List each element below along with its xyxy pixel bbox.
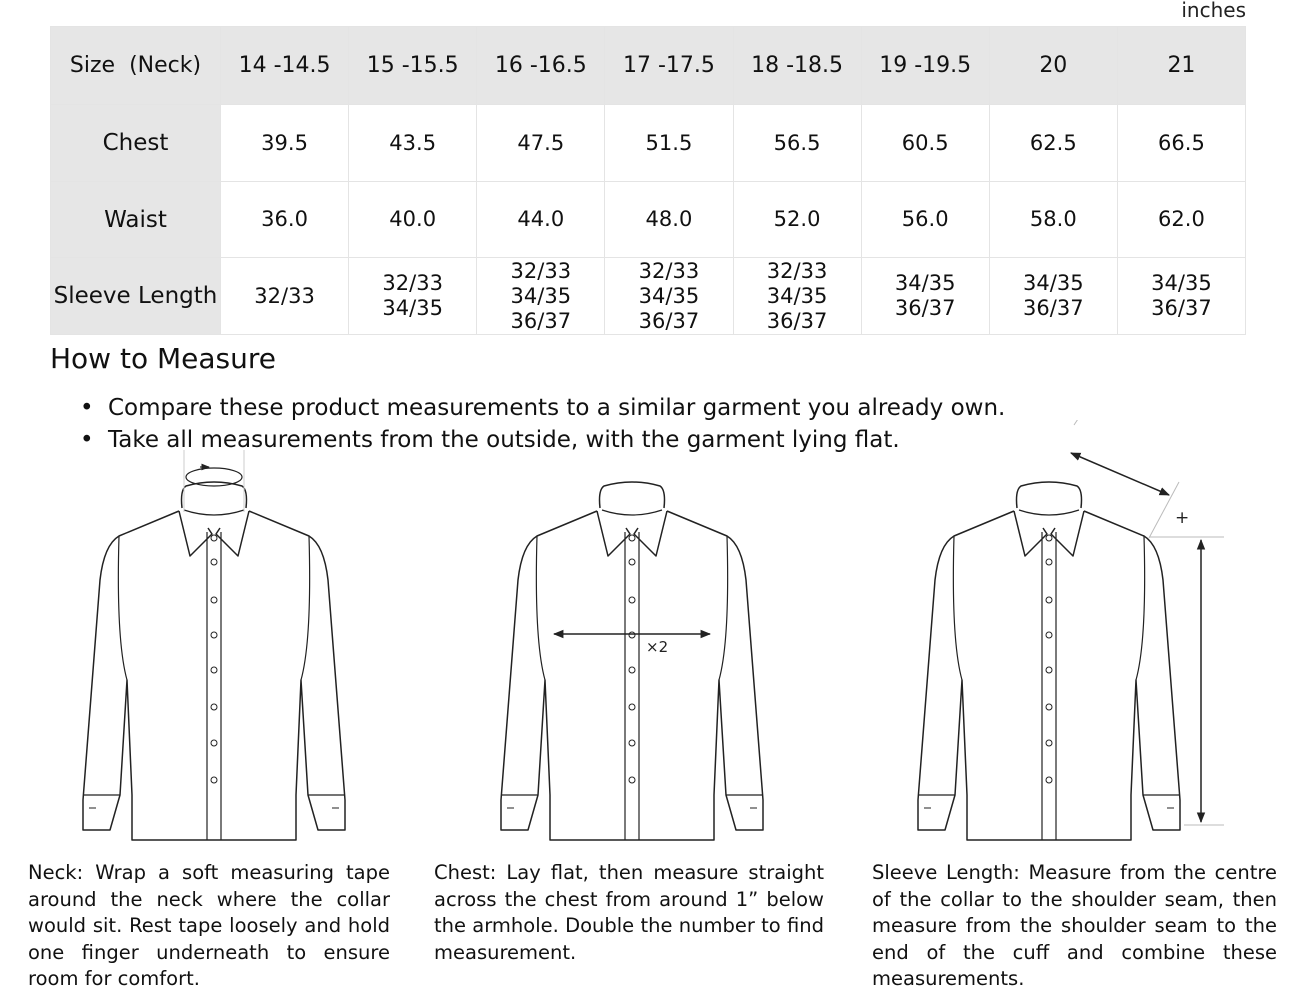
table-cell <box>989 258 1117 335</box>
table-row <box>51 105 1246 182</box>
chest-shirt-illustration <box>501 482 763 840</box>
cell-value: 60.5 <box>901 130 949 155</box>
cell-value: 34/35 <box>382 296 443 320</box>
table-cell <box>733 182 861 258</box>
table-cell <box>349 258 477 335</box>
size-header-cell: 16 -16.5 <box>477 27 605 105</box>
cell-value: 32/33 <box>510 258 572 283</box>
chest-multiplier-label: ×2 <box>646 638 669 656</box>
cell-value: 56.5 <box>773 130 821 155</box>
shirt-diagrams <box>0 420 1300 860</box>
cell-value: 36/37 <box>894 296 956 320</box>
cell-value: 36/37 <box>766 308 828 333</box>
row-label: Chest <box>51 105 221 182</box>
cell-value: 34/35 <box>894 271 956 295</box>
cell-value: 39.5 <box>261 130 308 155</box>
size-header-cell: 18 -18.5 <box>733 27 861 105</box>
row-label: Waist <box>51 182 221 258</box>
table-cell <box>1117 105 1245 182</box>
table-cell <box>349 182 477 258</box>
table-cell <box>989 105 1117 182</box>
chest-instructions: Chest: Lay flat, then measure straight across the chest from around 1” below the armhole. Double the number to find measurement. <box>434 861 824 964</box>
table-cell <box>477 258 605 335</box>
cell-value: 32/33 <box>254 283 315 308</box>
cell-value: 36/37 <box>510 308 572 333</box>
units-label: inches <box>1181 0 1246 22</box>
table-cell <box>221 105 349 182</box>
table-cell <box>1117 182 1245 258</box>
bullet-icon: • <box>80 427 94 453</box>
cell-value: 34/35 <box>638 283 700 308</box>
size-header-cell: 14 -14.5 <box>221 27 349 105</box>
table-cell <box>477 105 605 182</box>
cell-value: 32/33 <box>382 271 443 295</box>
table-cell <box>477 182 605 258</box>
table-cell <box>349 105 477 182</box>
cell-value: 32/33 <box>638 258 700 283</box>
size-header-cell: 17 -17.5 <box>605 27 733 105</box>
table-cell <box>861 182 989 258</box>
table-cell <box>989 182 1117 258</box>
cell-value: 34/35 <box>766 283 828 308</box>
cell-value: 52.0 <box>773 207 821 231</box>
table-cell <box>605 105 733 182</box>
table-cell <box>861 258 989 335</box>
table-row <box>51 182 1246 258</box>
cell-value: 51.5 <box>645 130 693 155</box>
cell-value: 43.5 <box>389 130 437 155</box>
cell-value: 56.0 <box>901 207 949 231</box>
size-header-cell: 20 <box>989 27 1117 105</box>
size-header-cell: 15 -15.5 <box>349 27 477 105</box>
table-cell <box>605 182 733 258</box>
table-header-row <box>51 27 1246 105</box>
tip-text: Take all measurements from the outside, with the garment lying flat. <box>108 427 900 453</box>
neck-instructions: Neck: Wrap a soft measuring tape around the neck where the collar would sit. Rest tape loosely and hold one finger underneath to ensure room for comfort. <box>28 861 390 990</box>
neck-shirt-illustration <box>83 450 345 840</box>
cell-value: 58.0 <box>1029 207 1077 231</box>
sleeve-shirt-illustration <box>918 420 1224 840</box>
tip-text: Compare these product measurements to a similar garment you already own. <box>108 395 1006 421</box>
cell-value: 34/35 <box>510 283 572 308</box>
cell-value: 62.0 <box>1158 207 1205 231</box>
row-label: Sleeve Length <box>51 258 221 335</box>
table-cell <box>861 105 989 182</box>
sleeve-instructions: Sleeve Length: Measure from the centre of the collar to the shoulder seam, then measure from the shoulder seam to the end of the cuff and combine these measurements. <box>872 861 1277 990</box>
size-header-cell: 19 -19.5 <box>861 27 989 105</box>
size-header-cell: 21 <box>1117 27 1245 105</box>
cell-value: 36/37 <box>1151 296 1212 320</box>
cell-value: 47.5 <box>517 130 565 155</box>
table-cell <box>733 105 861 182</box>
cell-value: 36/37 <box>638 308 700 333</box>
section-title: How to Measure <box>50 342 276 375</box>
sleeve-plus-label: + <box>1175 508 1190 528</box>
size-header-label: Size (Neck) <box>51 27 221 105</box>
table-cell <box>1117 258 1245 335</box>
size-chart-table <box>50 26 1246 335</box>
cell-value: 66.5 <box>1158 130 1205 155</box>
table-cell <box>733 258 861 335</box>
cell-value: 62.5 <box>1029 130 1077 155</box>
cell-value: 32/33 <box>766 258 828 283</box>
cell-value: 36/37 <box>1023 296 1084 320</box>
cell-value: 34/35 <box>1151 271 1212 295</box>
cell-value: 44.0 <box>517 207 565 231</box>
cell-value: 34/35 <box>1023 271 1084 295</box>
table-cell <box>221 258 349 335</box>
table-cell <box>221 182 349 258</box>
cell-value: 36.0 <box>261 207 308 231</box>
table-cell <box>605 258 733 335</box>
bullet-icon: • <box>80 395 94 421</box>
cell-value: 40.0 <box>389 207 437 231</box>
cell-value: 48.0 <box>645 207 693 231</box>
table-row <box>51 258 1246 335</box>
